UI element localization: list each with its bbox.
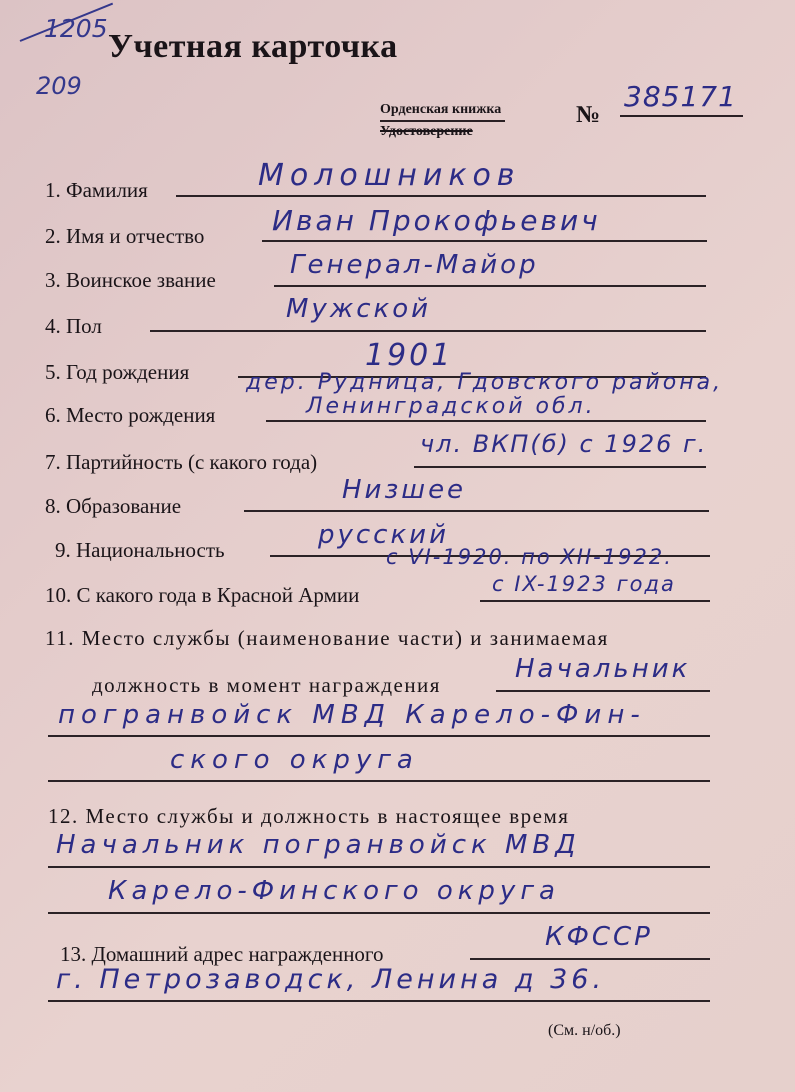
field-11-label-line-1: 11. Место службы (наименование части) и занимаемая xyxy=(45,626,609,650)
field-6-label: 6. Место рождения xyxy=(45,403,216,427)
annotation-bottom-number: 209 xyxy=(36,72,82,100)
field-13-value-line-2: г. Петрозаводск, Ленина д 36. xyxy=(56,964,606,995)
field-9-label: 9. Национальность xyxy=(55,538,225,562)
order-book-label: Орденская книжка xyxy=(380,100,505,122)
field-11-label-line-2: должность в момент награждения xyxy=(92,673,441,697)
field-11-value-line-2: погранвойск МВД Карело-Фин- xyxy=(58,700,646,730)
field-12-value-line-2: Карело-Финского округа xyxy=(108,876,560,906)
field-12-label: 12. Место службы и должность в настоящее время xyxy=(48,804,570,828)
field-1-label: 1. Фамилия xyxy=(45,178,148,202)
field-7-value: чл. ВКП(б) с 1926 г. xyxy=(420,430,708,458)
field-3-label: 3. Воинское звание xyxy=(45,268,216,292)
field-8-label: 8. Образование xyxy=(45,494,182,518)
field-1-value: Молошников xyxy=(258,158,521,193)
field-11-line-1 xyxy=(496,690,710,692)
field-5-label: 5. Год рождения xyxy=(45,360,190,384)
field-11-value-line-1: Начальник xyxy=(515,654,691,684)
field-7-line xyxy=(414,466,706,468)
field-11-line-3 xyxy=(48,780,710,782)
field-13-label: 13. Домашний адрес награжденного xyxy=(60,942,384,966)
field-4-label: 4. Пол xyxy=(45,314,102,338)
field-13-value-line-1: КФССР xyxy=(545,922,653,952)
field-12-line-2 xyxy=(48,912,710,914)
field-4-value: Мужской xyxy=(286,294,432,324)
field-13-line-1 xyxy=(470,958,710,960)
field-12-line-1 xyxy=(48,866,710,868)
field-6-line xyxy=(266,420,706,422)
field-2-line xyxy=(262,240,707,242)
card-title: Учетная карточка xyxy=(108,28,398,65)
field-6-value-line-2: Ленинградской обл. xyxy=(306,394,596,419)
field-11-line-2 xyxy=(48,735,710,737)
document-types xyxy=(380,100,505,142)
field-1-line xyxy=(176,195,706,197)
field-10-line xyxy=(480,600,710,602)
field-6-value-line-1: дер. Рудница, Гдовского района, xyxy=(246,370,724,395)
annotation-top-number: 1205 xyxy=(44,14,108,43)
field-4-line xyxy=(150,330,706,332)
field-8-line xyxy=(244,510,709,512)
field-3-value: Генерал-Майор xyxy=(290,250,539,280)
field-5-value: 1901 xyxy=(365,338,454,373)
field-11-value-line-3: ского округа xyxy=(170,745,419,775)
see-reverse-note: (См. н/об.) xyxy=(548,1022,621,1039)
field-10-value-line-1: с VI-1920. по XII-1922. xyxy=(386,545,673,569)
field-2-label: 2. Имя и отчество xyxy=(45,224,205,248)
field-13-line-2 xyxy=(48,1000,710,1002)
field-3-line xyxy=(274,285,706,287)
certificate-label: Удостоверение xyxy=(380,124,473,139)
field-8-value: Низшее xyxy=(342,475,467,505)
number-sign: № xyxy=(576,102,601,128)
field-9-value: русский xyxy=(318,520,449,550)
number-value: 385171 xyxy=(620,80,743,117)
field-10-value-line-2: с IX-1923 года xyxy=(492,572,676,596)
field-2-value: Иван Прокофьевич xyxy=(272,204,601,237)
field-10-label: 10. С какого года в Красной Армии xyxy=(45,583,360,607)
field-12-value-line-1: Начальник погранвойск МВД xyxy=(56,830,581,860)
field-7-label: 7. Партийность (с какого года) xyxy=(45,450,318,474)
